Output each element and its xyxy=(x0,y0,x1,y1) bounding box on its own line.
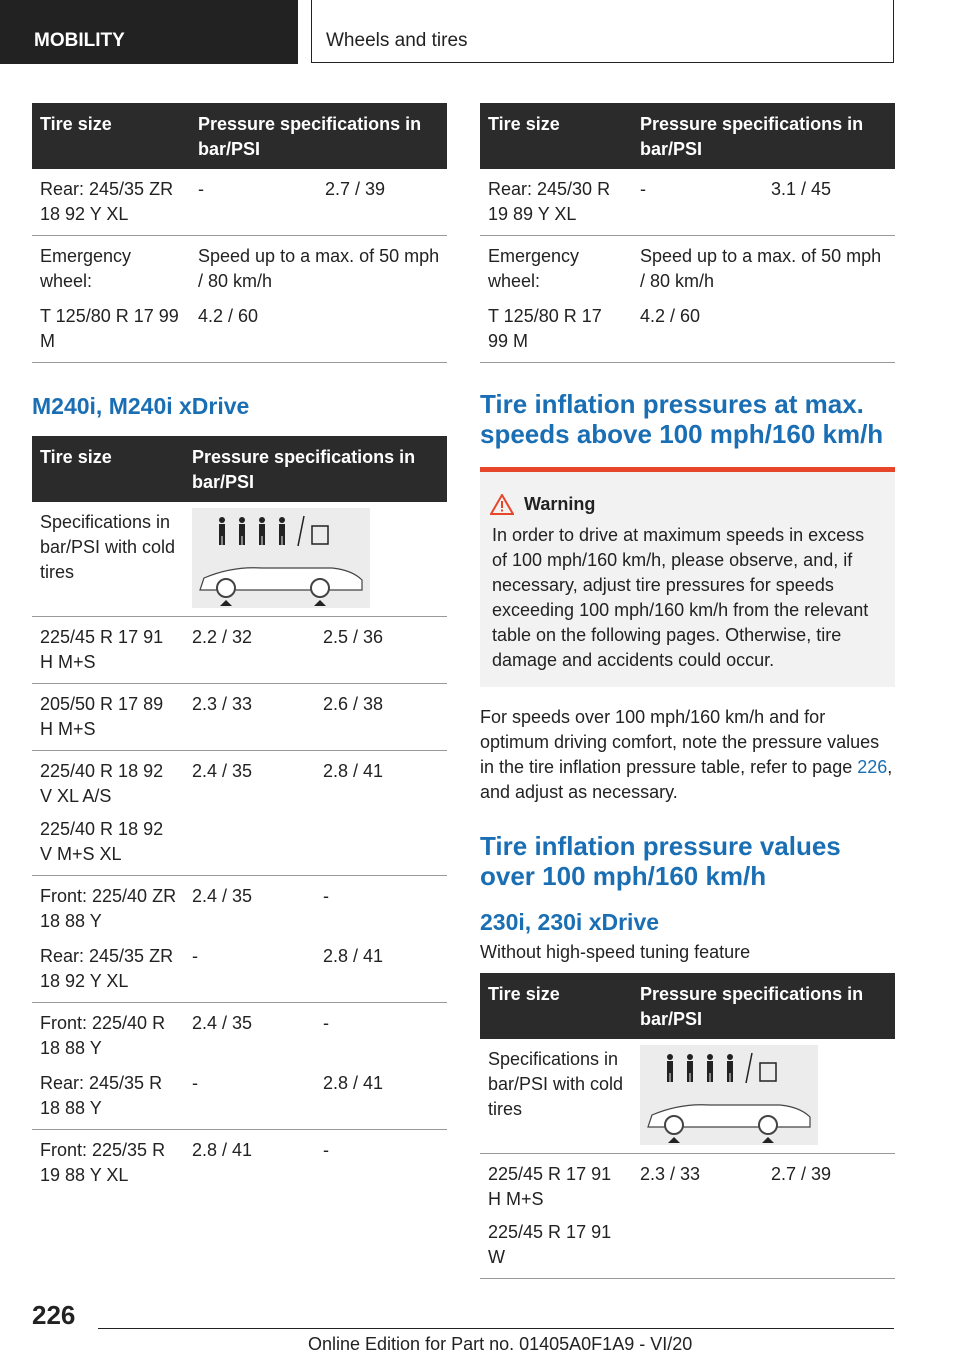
header-chapter-tab xyxy=(311,0,894,63)
tire-size-cell: T 125/80 R 17 99 M xyxy=(32,298,190,363)
tire-size-cell: Rear: 245/35 ZR 18 92 Y XL xyxy=(32,938,184,1003)
col-header-pressure: Pressure specifications in bar/PSI xyxy=(632,973,895,1039)
car-load-diagram-icon xyxy=(192,508,370,608)
table-row xyxy=(32,169,447,236)
tire-size-cell: Rear: 245/30 R 19 89 Y XL xyxy=(480,169,632,236)
load-diagram-cell xyxy=(632,1039,895,1154)
pressure-cell: 2.2 / 32 xyxy=(184,617,315,684)
table-row xyxy=(480,1154,895,1279)
tire-size-cell: Emergency wheel: xyxy=(40,246,132,291)
pressure-cell: 2.8 / 41 xyxy=(315,1065,447,1130)
table-row xyxy=(32,684,447,751)
section-title-max-speed: Tire inflation pressures at max. speeds above 100 mph/160 km/h xyxy=(480,389,884,449)
col-header-pressure: Pressure specifications in bar/PSI xyxy=(184,436,447,502)
tire-size-cell: Front: 225/40 R 18 88 Y xyxy=(40,1013,166,1058)
table-row xyxy=(32,236,447,299)
footer-edition: Online Edition for Part no. 01405A0F1A9 - VI/20 xyxy=(308,1334,693,1354)
pressure-cell: - xyxy=(190,169,317,236)
warning-title: Warning xyxy=(524,494,596,514)
right-column xyxy=(480,103,895,1279)
tire-size-cell: Rear: 245/35 R 18 88 Y xyxy=(32,1065,184,1130)
pressure-cell: - xyxy=(184,1065,315,1130)
warning-triangle-icon xyxy=(490,494,514,515)
table-row xyxy=(480,1039,895,1154)
footer-divider xyxy=(98,1328,894,1329)
header-chapter: Wheels and tires xyxy=(326,30,468,51)
tire-size-cell: Rear: 245/35 ZR 18 92 Y XL xyxy=(32,169,190,236)
pressure-cell: - xyxy=(632,169,763,236)
table-row xyxy=(32,298,447,363)
pressure-cell: - xyxy=(323,1013,329,1033)
col-header-pressure: Pressure specifications in bar/PSI xyxy=(190,103,447,169)
left-column xyxy=(32,103,447,1196)
model-heading: M240i, M240i xDrive xyxy=(32,393,250,419)
tire-size-cell: 225/40 R 18 92 V XL A/S 225/40 R 18 92 V M+S XL xyxy=(32,751,184,876)
paragraph-pressure-note: For speeds over 100 mph/160 km/h and for optimum driving comfort, note the pressure values in the tire inflation pressure table, refer to page 226, and adjust as necessary. xyxy=(480,707,893,802)
feature-note: Without high-speed tuning feature xyxy=(480,942,751,962)
model-heading-230i: 230i, 230i xDrive xyxy=(480,909,660,935)
table-row xyxy=(32,876,447,939)
pressure-cell: 2.6 / 38 xyxy=(315,684,447,751)
table-row xyxy=(32,1003,447,1066)
tire-size-cell: 225/45 R 17 91 H M+S xyxy=(32,617,184,684)
header-section: MOBILITY xyxy=(34,30,125,51)
speed-limit-cell: Speed up to a max. of 50 mph / 80 km/h xyxy=(640,246,882,291)
pressure-cell: - xyxy=(184,938,315,1003)
pressure-cell: 2.4 / 35 xyxy=(184,751,315,876)
table-row xyxy=(32,1130,447,1197)
col-header-tire-size: Tire size xyxy=(480,973,632,1039)
table-row xyxy=(480,298,895,363)
tire-size-cell: Front: 225/40 ZR 18 88 Y xyxy=(40,886,177,931)
pressure-cell: 2.7 / 39 xyxy=(317,169,447,236)
col-header-tire-size: Tire size xyxy=(32,436,184,502)
col-header-pressure: Pressure specifications in bar/PSI xyxy=(632,103,895,169)
table-row xyxy=(32,1065,447,1130)
tire-size-cell: Front: 225/35 R 19 88 Y XL xyxy=(40,1140,166,1185)
tire-size-cell: Emergency wheel: xyxy=(488,246,580,291)
tire-size-cell: 225/45 R 17 91 H M+S 225/45 R 17 91 W xyxy=(480,1154,632,1279)
table-row xyxy=(32,617,447,684)
car-load-diagram-icon xyxy=(640,1045,818,1145)
warning-text: In order to drive at maximum speeds in excess of 100 mph/160 km/h, please observe, and, if necessary, adjust tire pressures for speeds exceeding 100 mph/160 km/h from the relevant table on the following pages. Otherwise, tire damage and accidents could occur. xyxy=(492,525,869,670)
tire-table-m240i xyxy=(32,436,447,1196)
tire-table-230i xyxy=(480,973,895,1279)
table-row xyxy=(32,751,447,876)
page-link[interactable]: 226 xyxy=(857,757,888,777)
spec-label-cell: Specifications in bar/PSI with cold tires xyxy=(32,502,184,617)
col-header-tire-size: Tire size xyxy=(480,103,632,169)
pressure-cell: 2.3 / 33 xyxy=(184,684,315,751)
page-number: 226 xyxy=(32,1300,76,1330)
pressure-cell: 2.3 / 33 xyxy=(632,1154,763,1279)
pressure-cell: 2.5 / 36 xyxy=(315,617,447,684)
warning-box xyxy=(480,467,895,687)
pressure-cell: 2.8 / 41 xyxy=(192,1140,253,1160)
load-diagram-cell xyxy=(184,502,447,617)
pressure-cell: 3.1 / 45 xyxy=(763,169,895,236)
pressure-cell: 2.8 / 41 xyxy=(315,938,447,1003)
pressure-cell: 2.8 / 41 xyxy=(315,751,447,876)
pressure-cell: - xyxy=(323,886,329,906)
spec-label-cell: Specifications in bar/PSI with cold tires xyxy=(480,1039,632,1154)
pressure-cell: 2.4 / 35 xyxy=(192,1013,253,1033)
section-title-pressure-values: Tire inflation pressure values over 100 mph/160 km/h xyxy=(480,831,841,891)
pressure-cell: 4.2 / 60 xyxy=(190,298,447,363)
table-row xyxy=(32,938,447,1003)
pressure-cell: 2.4 / 35 xyxy=(192,886,253,906)
tire-table-continued xyxy=(32,103,447,363)
tire-size-cell: T 125/80 R 17 99 M xyxy=(480,298,632,363)
table-row xyxy=(32,502,447,617)
table-row xyxy=(480,236,895,299)
tire-size-cell: 205/50 R 17 89 H M+S xyxy=(32,684,184,751)
speed-limit-cell: Speed up to a max. of 50 mph / 80 km/h xyxy=(198,246,440,291)
col-header-tire-size: Tire size xyxy=(32,103,190,169)
tire-table-continued-right xyxy=(480,103,895,363)
pressure-cell: 2.7 / 39 xyxy=(763,1154,895,1279)
pressure-cell: - xyxy=(323,1140,329,1160)
pressure-cell: 4.2 / 60 xyxy=(632,298,895,363)
table-row xyxy=(480,169,895,236)
header-section-tab xyxy=(0,0,298,64)
